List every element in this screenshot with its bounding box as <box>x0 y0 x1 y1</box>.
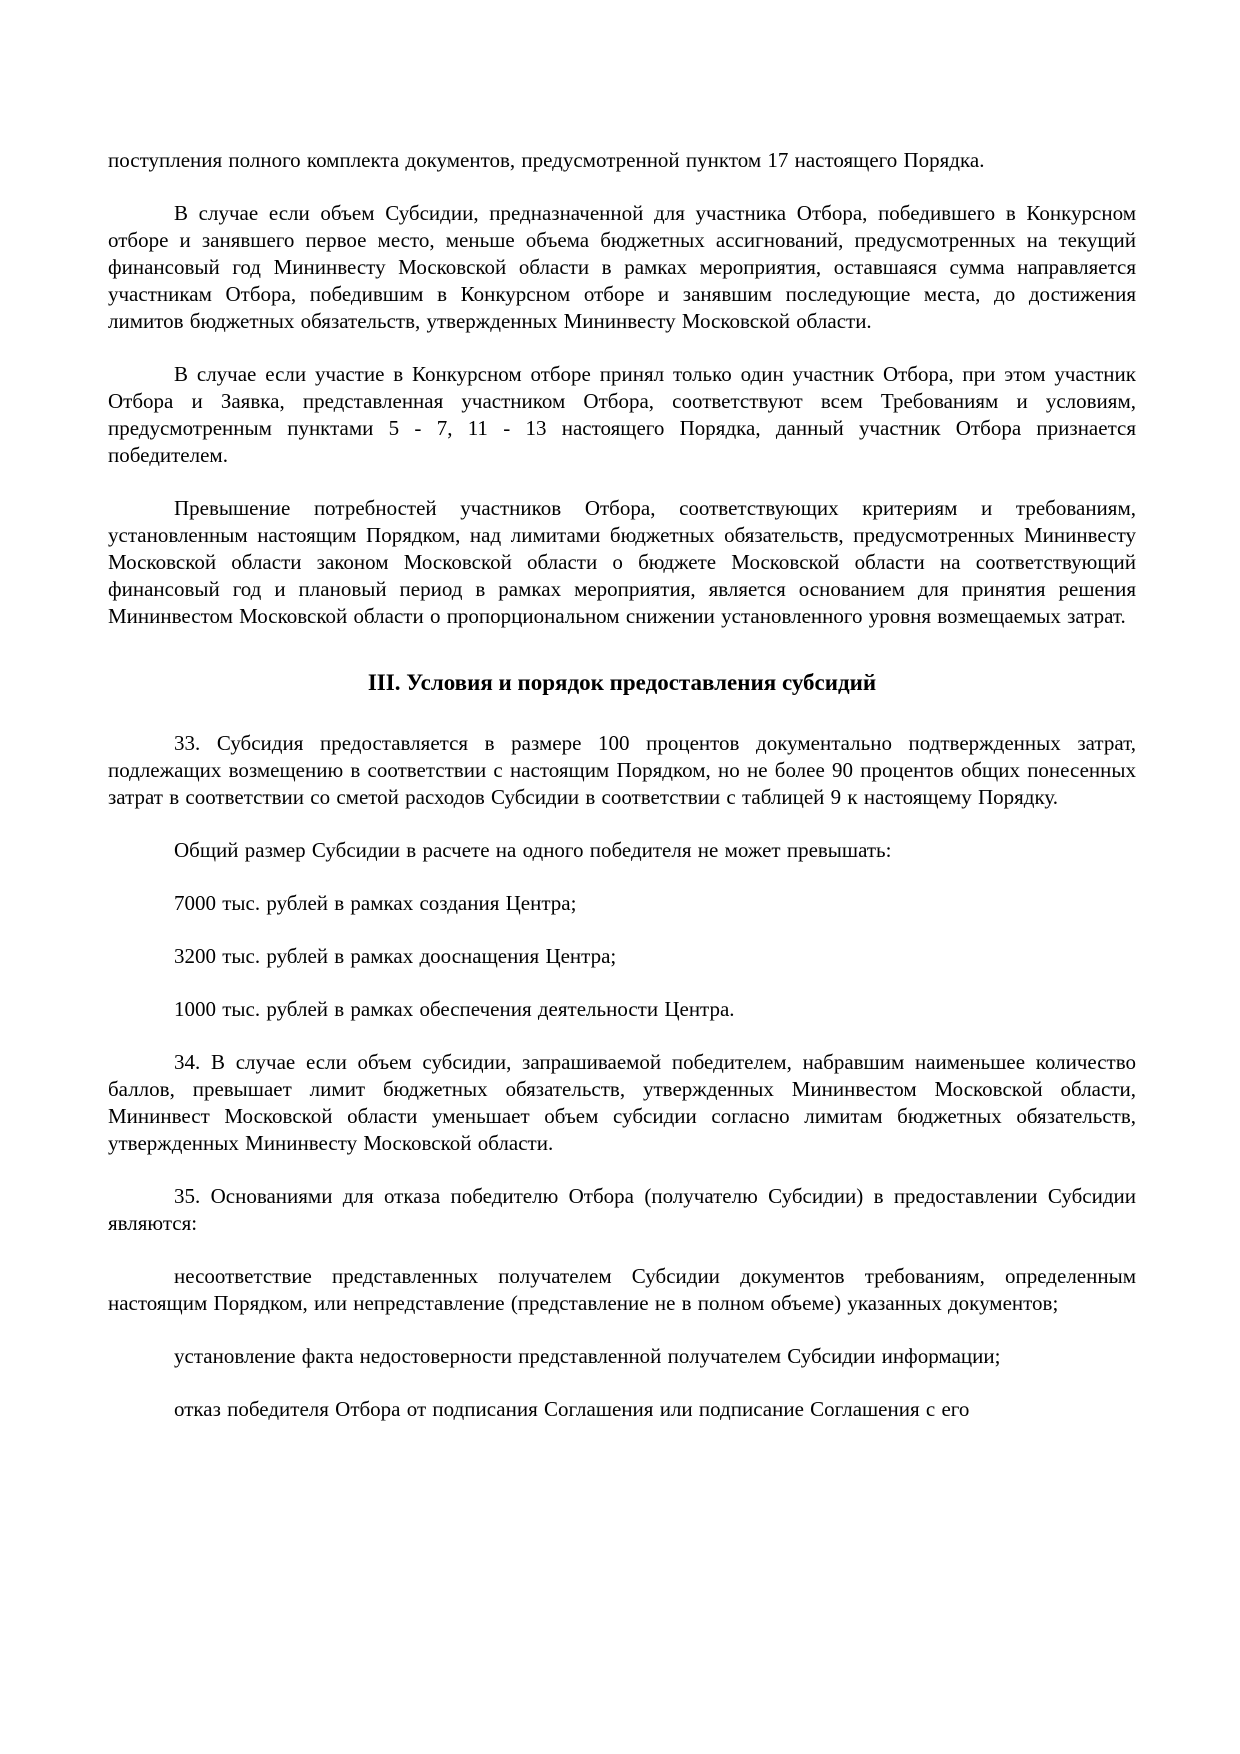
clause-33-limit-reequipment: 3200 тыс. рублей в рамках дооснащения Центра; <box>174 944 617 968</box>
section-heading: III. Условия и порядок предоставления субсидий <box>367 670 877 695</box>
paragraph-subsidy-remainder: В случае если объем Субсидии, предназначенной для участника Отбора, победившего в Конкурсном отборе и занявшего первое место, меньше объема бюджетных ассигнований, предусмотренных на текущий финансовый год Мининвесту Московской области в рамках мероприятия, оставшаяся сумма направляется участникам Отбора, победившим в Конкурсном отборе и занявшим последующие места, до достижения лимитов бюджетных обязательств, утвержденных Мининвесту Московской области. <box>108 201 1136 333</box>
clause-33-limit-operations: 1000 тыс. рублей в рамках обеспечения деятельности Центра. <box>174 997 735 1021</box>
paragraph-continuation: поступления полного комплекта документов, предусмотренной пунктом 17 настоящего Порядка. <box>108 148 985 172</box>
clause-35-reason-noncompliance: несоответствие представленных получателем Субсидии документов требованиям, определенным настоящим Порядком, или непредставление (представление не в полном объеме) указанных документов; <box>108 1264 1136 1315</box>
clause-33-limit-creation: 7000 тыс. рублей в рамках создания Центра; <box>174 891 577 915</box>
clause-35-reason-false-info: установление факта недостоверности представленной получателем Субсидии информации; <box>174 1344 1001 1368</box>
clause-35-refusal-grounds-intro: 35. Основаниями для отказа победителю Отбора (получателю Субсидии) в предоставлении Субсидии являются: <box>108 1184 1136 1235</box>
paragraph-single-participant: В случае если участие в Конкурсном отборе принял только один участник Отбора, при этом участник Отбора и Заявка, представленная участником Отбора, соответствуют всем Требованиям и условиям, предусмотренным пунктами 5 - 7, 11 - 13 настоящего Порядка, данный участник Отбора признается победителем. <box>108 362 1136 467</box>
clause-33-subsidy-size: 33. Субсидия предоставляется в размере 100 процентов документально подтвержденных затрат, подлежащих возмещению в соответствии с настоящим Порядком, но не более 90 процентов общих понесенных затрат в соответствии со сметой расходов Субсидии в соответствии с таблицей 9 к настоящему Порядку. <box>108 731 1136 809</box>
clause-35-reason-refusal-to-sign: отказ победителя Отбора от подписания Соглашения или подписание Соглашения с его <box>174 1397 970 1421</box>
clause-33-max-size-intro: Общий размер Субсидии в расчете на одного победителя не может превышать: <box>174 838 892 862</box>
paragraph-excess-needs: Превышение потребностей участников Отбора, соответствующих критериям и требованиям, установленным настоящим Порядком, над лимитами бюджетных обязательств, предусмотренных Мининвесту Московской области законом Московской области о бюджете Московской области на соответствующий финансовый год и плановый период в рамках мероприятия, является основанием для принятия решения Мининвестом Московской области о пропорциональном снижении установленного уровня возмещаемых затрат. <box>108 496 1136 628</box>
clause-34-subsidy-reduction: 34. В случае если объем субсидии, запрашиваемой победителем, набравшим наименьшее количество баллов, превышает лимит бюджетных обязательств, утвержденных Мининвестом Московской области, Мининвест Московской области уменьшает объем субсидии согласно лимитам бюджетных обязательств, утвержденных Мининвесту Московской области. <box>108 1050 1136 1155</box>
